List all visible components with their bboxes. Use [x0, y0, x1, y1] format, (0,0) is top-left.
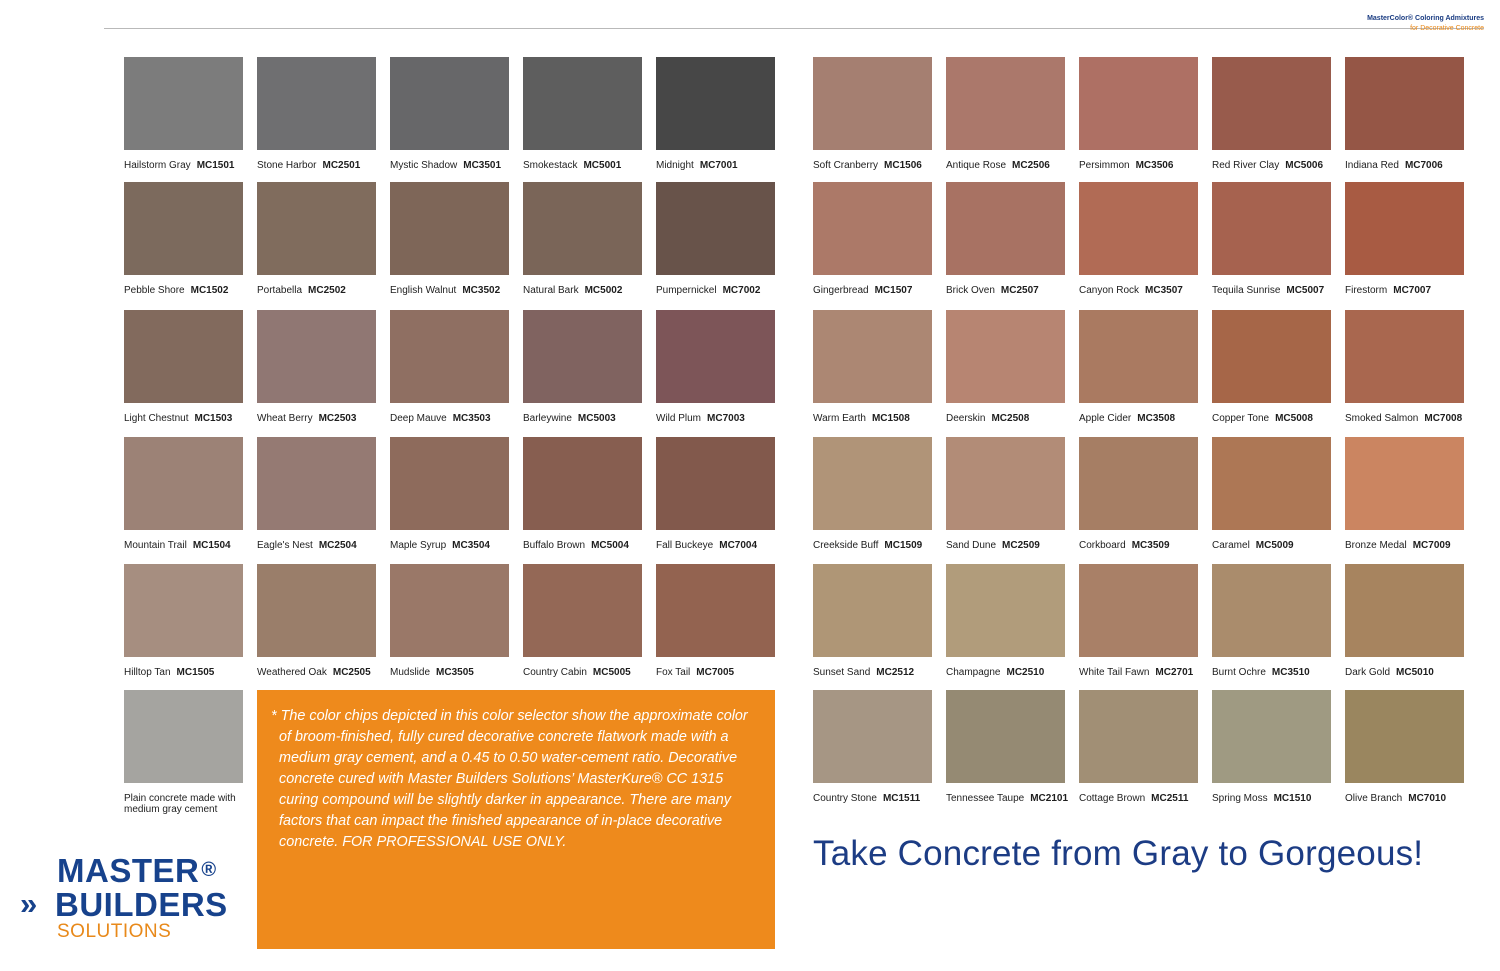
color-name: Smoked Salmon	[1345, 413, 1419, 424]
color-code: MC2512	[876, 667, 915, 678]
color-name: Creekside Buff	[813, 540, 879, 551]
color-chip-swatch	[390, 182, 509, 275]
color-code: MC7001	[699, 160, 738, 171]
color-chip-label	[257, 160, 391, 172]
color-code: MC7010	[1408, 793, 1447, 804]
color-chip-swatch	[390, 57, 509, 150]
color-chip-swatch	[124, 182, 243, 275]
color-name: Country Stone	[813, 793, 877, 804]
color-chip-label	[257, 540, 391, 552]
color-code: MC1507	[874, 285, 913, 296]
color-code: MC1501	[196, 160, 235, 171]
color-name: Portabella	[257, 285, 303, 296]
color-code: MC2504	[318, 540, 357, 551]
color-chip-label	[946, 160, 1080, 172]
color-chip-label	[523, 413, 657, 425]
color-code: MC7008	[1424, 413, 1463, 424]
color-name: Firestorm	[1345, 285, 1388, 296]
color-name: Eagle's Nest	[257, 540, 313, 551]
color-name: Apple Cider	[1079, 413, 1132, 424]
color-name: Champagne	[946, 667, 1001, 678]
color-chip-swatch	[656, 564, 775, 657]
color-chip-swatch	[1079, 690, 1198, 783]
color-name: Sunset Sand	[813, 667, 871, 678]
color-chip-label	[1345, 793, 1479, 805]
color-chip-label	[124, 540, 258, 552]
color-chip-swatch	[1345, 182, 1464, 275]
color-name: Maple Syrup	[390, 540, 447, 551]
color-chip-swatch	[1079, 564, 1198, 657]
color-chip-swatch	[1345, 564, 1464, 657]
color-name: Olive Branch	[1345, 793, 1403, 804]
color-name: White Tail Fawn	[1079, 667, 1150, 678]
color-code: MC1502	[190, 285, 229, 296]
color-name: Dark Gold	[1345, 667, 1391, 678]
color-code: MC1504	[192, 540, 231, 551]
logo-chevrons-icon: »	[20, 886, 32, 921]
color-chip-label	[1079, 160, 1213, 172]
color-name: Weathered Oak	[257, 667, 327, 678]
color-code: MC2503	[318, 413, 357, 424]
color-name: Stone Harbor	[257, 160, 317, 171]
color-name: Deep Mauve	[390, 413, 447, 424]
color-chip-swatch	[523, 310, 642, 403]
color-chip-swatch	[813, 310, 932, 403]
color-chip-swatch	[257, 310, 376, 403]
color-name: Caramel	[1212, 540, 1250, 551]
color-chip-swatch	[390, 437, 509, 530]
color-chip-label	[257, 413, 391, 425]
color-chip-swatch	[257, 437, 376, 530]
color-chip-label	[124, 667, 258, 679]
color-chip-swatch	[1212, 437, 1331, 530]
color-name: Country Cabin	[523, 667, 587, 678]
color-chip-swatch	[1079, 57, 1198, 150]
color-chip-swatch	[656, 57, 775, 150]
color-chip-label	[124, 413, 258, 425]
color-code: MC3510	[1271, 667, 1310, 678]
color-chip-label	[390, 160, 524, 172]
color-chip-label	[1212, 160, 1346, 172]
color-chip-label	[1079, 540, 1213, 552]
color-chip-swatch	[813, 57, 932, 150]
color-chip-swatch	[1079, 310, 1198, 403]
color-code: MC1505	[176, 667, 215, 678]
color-code: MC2508	[991, 413, 1030, 424]
color-name: Bronze Medal	[1345, 540, 1407, 551]
color-chip-swatch	[1079, 437, 1198, 530]
color-chip-swatch	[124, 57, 243, 150]
color-code: MC5007	[1286, 285, 1325, 296]
color-chip-swatch	[1212, 182, 1331, 275]
color-chip-label	[523, 667, 657, 679]
color-name: Corkboard	[1079, 540, 1126, 551]
color-name: Mountain Trail	[124, 540, 187, 551]
color-chip-label	[1345, 285, 1479, 297]
color-name: Wheat Berry	[257, 413, 313, 424]
color-chip-label	[656, 413, 790, 425]
color-name: Fox Tail	[656, 667, 691, 678]
color-chip-swatch	[946, 564, 1065, 657]
color-chip-swatch	[813, 182, 932, 275]
color-chip-label	[946, 667, 1080, 679]
color-chip-label	[1345, 667, 1479, 679]
color-code: MC2506	[1012, 160, 1050, 171]
color-chip-swatch	[813, 437, 932, 530]
product-line-title: MasterColor® Coloring Admixtures	[1367, 15, 1484, 22]
color-name: Smokestack	[523, 160, 578, 171]
color-code: MC5005	[592, 667, 631, 678]
color-code: MC5001	[583, 160, 622, 171]
color-name: Pumpernickel	[656, 285, 717, 296]
color-chip-label	[257, 667, 391, 679]
color-code: MC7007	[1393, 285, 1432, 296]
color-code: MC2505	[332, 667, 371, 678]
color-chip-label	[390, 285, 524, 297]
color-name: Antique Rose	[946, 160, 1007, 171]
color-code: MC2510	[1006, 667, 1045, 678]
color-name: Deerskin	[946, 413, 986, 424]
color-chip-label	[1212, 285, 1346, 297]
color-chip-swatch	[124, 437, 243, 530]
color-chip-swatch	[946, 690, 1065, 783]
color-name: Soft Cranberry	[813, 160, 879, 171]
color-name: Warm Earth	[813, 413, 866, 424]
color-code: MC1508	[871, 413, 910, 424]
color-chip-label	[813, 793, 947, 805]
color-chip-label	[1212, 540, 1346, 552]
color-chip-swatch	[257, 57, 376, 150]
logo-word-solutions: SOLUTIONS	[57, 921, 172, 942]
color-name: Spring Moss	[1212, 793, 1268, 804]
color-chip-label	[813, 413, 947, 425]
color-code: MC1510	[1273, 793, 1312, 804]
disclaimer-text: * The color chips depicted in this color selector show the approximate color of broom-finished, fully cured decorative concrete flatwork made with a medium gray cement, and a 0.45 to 0.50 water-cement ratio. Decorative concrete cured with Master Builders Solutions’ MasterKure® CC 1315 curing compound will be slightly darker in appearance. There are many factors that can impact the finished appearance of in-place decorative concrete. FOR PROFESSIONAL USE ONLY.	[271, 708, 748, 850]
color-chip-label	[124, 160, 258, 172]
color-name: Gingerbread	[813, 285, 869, 296]
color-name: Brick Oven	[946, 285, 995, 296]
color-chip-label	[946, 793, 1080, 805]
brand-header	[1367, 14, 1484, 34]
color-chip-label	[1345, 540, 1479, 552]
color-name: Sand Dune	[946, 540, 997, 551]
color-chip-swatch	[813, 690, 932, 783]
logo-word-master: MASTER ®	[57, 852, 217, 889]
color-code: MC5010	[1396, 667, 1434, 678]
color-code: MC2502	[308, 285, 346, 296]
color-code: MC2501	[322, 160, 361, 171]
master-builders-logo	[20, 852, 228, 942]
color-code: MC3504	[452, 540, 490, 551]
color-chip-label	[656, 160, 790, 172]
color-chip-label	[1079, 285, 1213, 297]
color-chip-label	[656, 540, 790, 552]
color-code: MC3508	[1137, 413, 1176, 424]
color-code: MC3502	[462, 285, 501, 296]
top-rule	[104, 28, 1484, 29]
color-chip-label	[523, 540, 657, 552]
color-chip-label	[813, 285, 947, 297]
color-chip-label	[257, 285, 391, 297]
color-name: Wild Plum	[656, 413, 702, 424]
color-name: English Walnut	[390, 285, 457, 296]
color-chip-label	[1079, 793, 1213, 805]
color-chip-label	[1212, 413, 1346, 425]
color-chip-swatch	[1212, 690, 1331, 783]
color-chip-label	[1345, 413, 1479, 425]
color-code: MC3505	[436, 667, 474, 678]
color-chip-swatch	[1212, 57, 1331, 150]
plain-concrete-label: Plain concrete made with medium gray cement	[124, 793, 236, 815]
color-chip-swatch	[656, 437, 775, 530]
color-chip-swatch	[523, 57, 642, 150]
color-name: Hailstorm Gray	[124, 160, 191, 171]
color-name: Burnt Ochre	[1212, 667, 1266, 678]
color-chip-swatch	[656, 310, 775, 403]
color-chip-swatch	[946, 182, 1065, 275]
color-code: MC3507	[1145, 285, 1183, 296]
color-chip-label	[390, 667, 524, 679]
color-code: MC1506	[884, 160, 922, 171]
color-chip-label	[813, 160, 947, 172]
color-name: Persimmon	[1079, 160, 1130, 171]
color-chip-swatch	[813, 564, 932, 657]
color-chip-swatch	[390, 310, 509, 403]
color-chip-swatch	[946, 57, 1065, 150]
color-chip-label	[946, 413, 1080, 425]
disclaimer-box	[257, 690, 775, 949]
color-chip-label	[390, 540, 524, 552]
color-chip-label	[813, 667, 947, 679]
color-chip-label	[390, 413, 524, 425]
color-chip-label	[946, 285, 1080, 297]
color-code: MC2701	[1155, 667, 1194, 678]
color-chip-label	[124, 285, 258, 297]
color-chip-swatch	[656, 182, 775, 275]
color-chip-swatch	[1345, 437, 1464, 530]
color-chip-swatch	[1345, 690, 1464, 783]
color-code: MC2507	[1000, 285, 1039, 296]
color-chip-swatch	[390, 564, 509, 657]
color-name: Light Chestnut	[124, 413, 189, 424]
color-code: MC7002	[722, 285, 761, 296]
color-chip-label	[523, 160, 657, 172]
color-name: Mystic Shadow	[390, 160, 458, 171]
tagline: Take Concrete from Gray to Gorgeous!	[813, 834, 1424, 873]
color-chip-swatch	[523, 564, 642, 657]
color-chip-label	[656, 285, 790, 297]
color-chip-swatch	[124, 564, 243, 657]
color-name: Buffalo Brown	[523, 540, 586, 551]
color-code: MC5004	[591, 540, 629, 551]
color-code: MC7006	[1404, 160, 1443, 171]
color-name: Copper Tone	[1212, 413, 1270, 424]
color-chip-label	[1079, 667, 1213, 679]
color-chip-swatch	[523, 182, 642, 275]
color-name: Fall Buckeye	[656, 540, 714, 551]
color-code: MC7004	[719, 540, 758, 551]
color-chip-label	[1212, 667, 1346, 679]
color-code: MC2509	[1002, 540, 1040, 551]
color-chip-label	[1345, 160, 1479, 172]
color-chip-swatch	[946, 437, 1065, 530]
color-name: Pebble Shore	[124, 285, 185, 296]
color-code: MC7005	[696, 667, 735, 678]
color-chip-label	[946, 540, 1080, 552]
color-chip-swatch	[124, 310, 243, 403]
color-code: MC5006	[1285, 160, 1324, 171]
color-name: Midnight	[656, 160, 694, 171]
color-name: Indiana Red	[1345, 160, 1399, 171]
color-code: MC3503	[452, 413, 491, 424]
color-code: MC7009	[1412, 540, 1451, 551]
plain-concrete-chip	[124, 690, 243, 783]
color-code: MC3506	[1135, 160, 1174, 171]
color-code: MC5009	[1255, 540, 1294, 551]
color-chip-swatch	[523, 437, 642, 530]
logo-word-builders: BUILDERS	[55, 885, 228, 923]
color-name: Barleywine	[523, 413, 572, 424]
color-code: MC3501	[463, 160, 502, 171]
color-code: MC2101	[1030, 793, 1069, 804]
color-chip-label	[656, 667, 790, 679]
color-name: Natural Bark	[523, 285, 579, 296]
product-line-subtitle: for Decorative Concrete	[1410, 25, 1484, 32]
color-code: MC5008	[1275, 413, 1313, 424]
color-chip-swatch	[1345, 310, 1464, 403]
color-name: Red River Clay	[1212, 160, 1280, 171]
color-code: MC2511	[1151, 793, 1189, 804]
color-chip-swatch	[1079, 182, 1198, 275]
color-name: Cottage Brown	[1079, 793, 1146, 804]
color-name: Mudslide	[390, 667, 431, 678]
color-chip-label	[813, 540, 947, 552]
color-chip-swatch	[257, 182, 376, 275]
color-chip-label	[523, 285, 657, 297]
color-code: MC3509	[1131, 540, 1170, 551]
color-chip-swatch	[1212, 564, 1331, 657]
color-chip-label	[1079, 413, 1213, 425]
color-code: MC7003	[707, 413, 745, 424]
color-name: Hilltop Tan	[124, 667, 171, 678]
color-code: MC1509	[884, 540, 923, 551]
color-code: MC5003	[577, 413, 616, 424]
color-code: MC5002	[584, 285, 623, 296]
color-chip-swatch	[946, 310, 1065, 403]
color-chip-swatch	[1212, 310, 1331, 403]
color-chip-label	[1212, 793, 1346, 805]
color-code: MC1511	[882, 793, 921, 804]
color-name: Tequila Sunrise	[1212, 285, 1281, 296]
color-code: MC1503	[194, 413, 233, 424]
color-chip-swatch	[257, 564, 376, 657]
color-name: Canyon Rock	[1079, 285, 1140, 296]
color-name: Tennessee Taupe	[946, 793, 1025, 804]
color-chip-swatch	[1345, 57, 1464, 150]
